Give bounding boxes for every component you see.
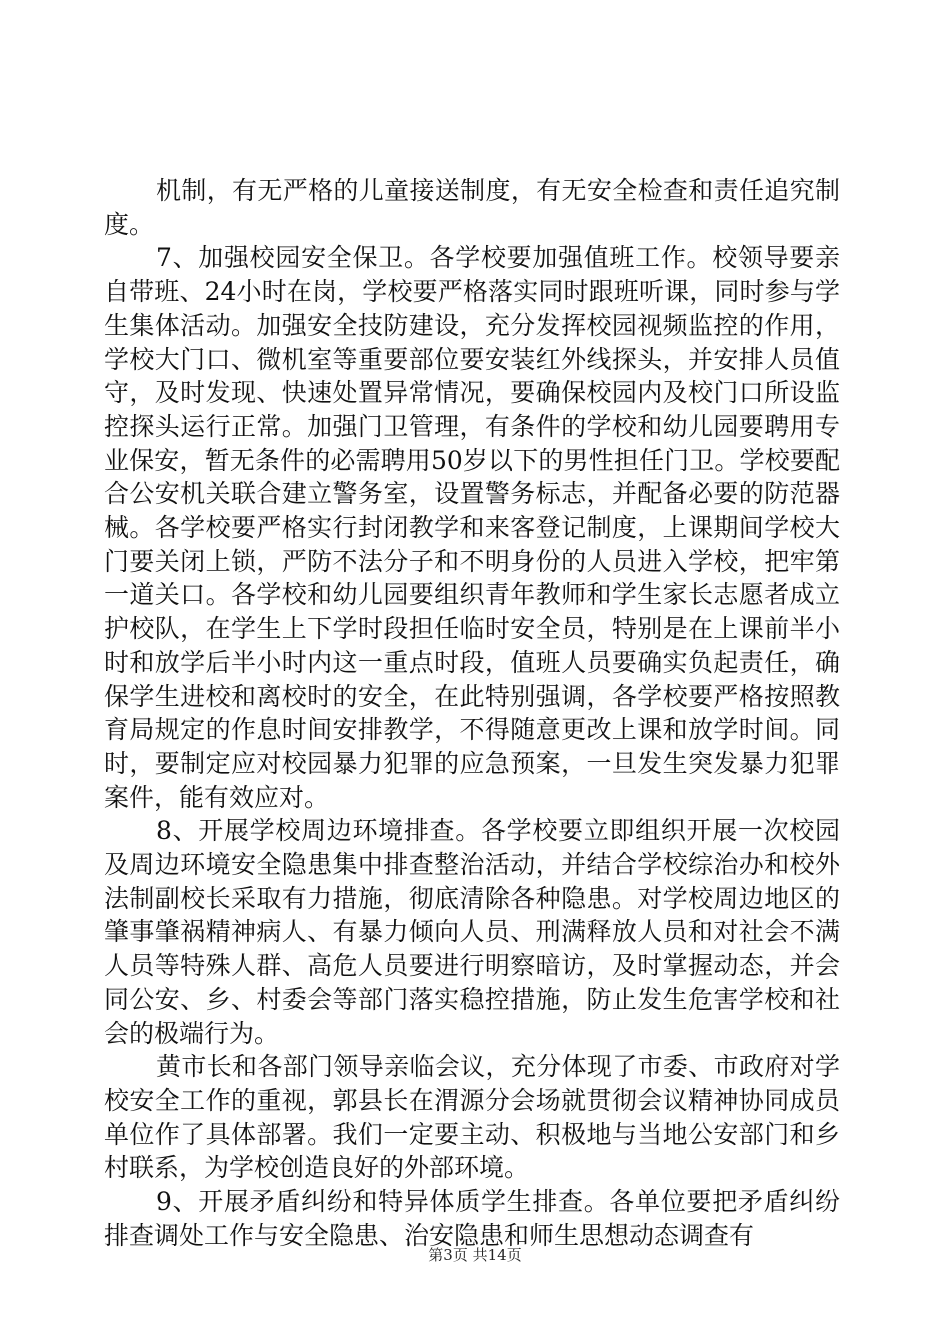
paragraph-remarks: 黄市长和各部门领导亲临会议，充分体现了市委、市政府对学校安全工作的重视，郭县长在渭源分会场就贯彻会议精神协同成员单位作了具体部署。我们一定要主动、积极地与当地公安部门和乡村联系，为学校创造良好的外部环境。: [104, 1052, 840, 1183]
document-body: [104, 174, 840, 1253]
paragraph-item-9: 9、开展矛盾纠纷和特异体质学生排查。各单位要把矛盾纠纷排查调处工作与安全隐患、治安隐患和师生思想动态调查有: [104, 1187, 840, 1250]
paragraph-item-7: 7、加强校园安全保卫。各学校要加强值班工作。校领导要亲自带班、24小时在岗，学校要严格落实同时跟班听课，同时参与学生集体活动。加强安全技防建设，充分发挥校园视频监控的作用，学校大门口、微机室等重要部位要安装红外线探头，并安排人员值守，及时发现、快速处置异常情况，要确保校园内及校门口所设监控探头运行正常。加强门卫管理，有条件的学校和幼儿园要聘用专业保安，暂无条件的必需聘用50岁以下的男性担任门卫。学校要配合公安机关联合建立警务室，设置警务标志，并配备必要的防范器械。各学校要严格实行封闭教学和来客登记制度，上课期间学校大门要关闭上锁，严防不法分子和不明身份的人员进入学校，把牢第一道关口。各学校和幼儿园要组织青年教师和学生家长志愿者成立护校队，在学生上下学时段担任临时安全员，特别是在上课前半小时和放学后半小时内这一重点时段，值班人员要确实负起责任，确保学生进校和离校时的安全，在此特别强调，各学校要严格按照教育局规定的作息时间安排教学，不得随意更改上课和放学时间。同时，要制定应对校园暴力犯罪的应急预案，一旦发生突发暴力犯罪案件，能有效应对。: [104, 243, 840, 812]
page-number-footer: 第3页 共14页: [428, 1246, 522, 1264]
paragraph-continuation: 机制，有无严格的儿童接送制度，有无安全检查和责任追究制度。: [104, 176, 840, 239]
paragraph-item-8: 8、开展学校周边环境排查。各学校要立即组织开展一次校园及周边环境安全隐患集中排查整治活动，并结合学校综治办和校外法制副校长采取有力措施，彻底清除各种隐患。对学校周边地区的肇事肇祸精神病人、有暴力倾向人员、刑满释放人员和对社会不满人员等特殊人群、高危人员要进行明察暗访，及时掌握动态，并会同公安、乡、村委会等部门落实稳控措施，防止发生危害学校和社会的极端行为。: [104, 816, 840, 1048]
